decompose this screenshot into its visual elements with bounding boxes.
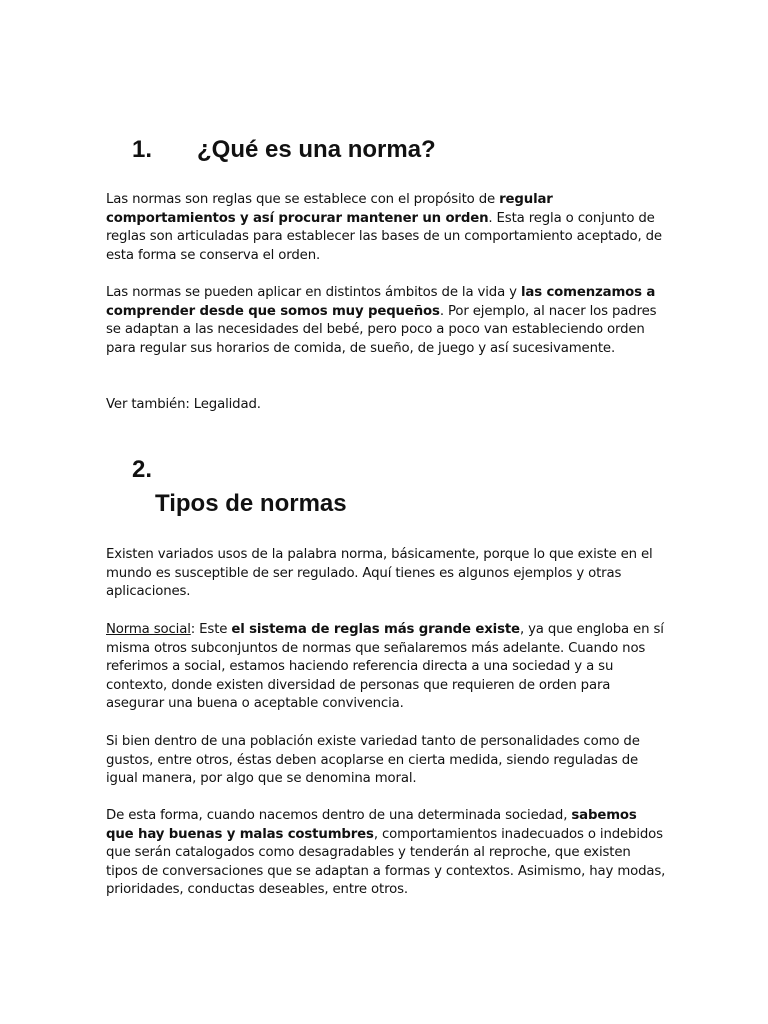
text-run: Las normas se pueden aplicar en distintos ámbitos de la vida y (106, 285, 521, 300)
section-2-paragraph-3: Si bien dentro de una población existe variedad tanto de personalidades como de gustos, entre otros, éstas deben acoplarse en cierta medida, siendo reguladas de igual manera, por algo que se denomina moral. (106, 734, 640, 786)
bold-text-run: las comenzamos a comprender desde que somos muy pequeños (106, 285, 656, 319)
section-1-number: 1. (132, 136, 153, 163)
section-1-title: ¿Qué es una norma? (197, 136, 436, 163)
section-2-title: Tipos de normas (155, 490, 347, 517)
text-run: De esta forma, cuando nacemos dentro de una determinada sociedad, (106, 808, 572, 823)
bold-text-run: sabemos que hay buenas y malas costumbres (106, 808, 637, 842)
bold-text-run: regular comportamientos y así procurar mantener un orden (106, 192, 553, 226)
text-run: , ya que engloba en sí misma otros subconjuntos de normas que señalaremos más adelante. Cuando nos referimos a social, estamos haciendo referencia directa a una sociedad y a su contexto, donde existen diversidad de personas que requieren de orden para asegurar una buena o aceptable convivencia. (106, 622, 664, 711)
section-2-paragraph-4 (106, 807, 666, 900)
text-run: , comportamientos inadecuados o indebidos que serán catalogados como desagradables y tenderán al reproche, que existen tipos de conversaciones que se adaptan a formas y contextos. Asimismo, hay modas, prioridades, conductas deseables, entre otros. (106, 826, 666, 897)
section-1-paragraph-2 (106, 284, 666, 358)
text-run: Las normas son reglas que se establece con el propósito de (106, 192, 500, 207)
section-2-paragraph-1: Existen variados usos de la palabra norma, básicamente, porque lo que existe en el mundo es susceptible de ser regulado. Aquí tienes es algunos ejemplos y otras aplicaciones. (106, 547, 653, 599)
underlined-term: Norma social (106, 622, 191, 637)
section-1-paragraph-1 (106, 191, 666, 265)
section-1-paragraph-3: Ver también: Legalidad. (106, 397, 261, 412)
text-run: . Por ejemplo, al nacer los padres se adaptan a las necesidades del bebé, pero poco a poco van estableciendo orden para regular sus horarios de comida, de sueño, de juego y así sucesivamente. (106, 303, 657, 356)
text-run: : Este (190, 622, 232, 637)
section-2-number: 2. (132, 456, 153, 483)
section-2-paragraph-2 (106, 621, 666, 714)
text-run: . Esta regla o conjunto de reglas son articuladas para establecer las bases de un comportamiento aceptado, de esta forma se conserva el orden. (106, 210, 662, 263)
bold-text-run: el sistema de reglas más grande existe (231, 622, 520, 637)
section-1-heading (132, 135, 436, 165)
